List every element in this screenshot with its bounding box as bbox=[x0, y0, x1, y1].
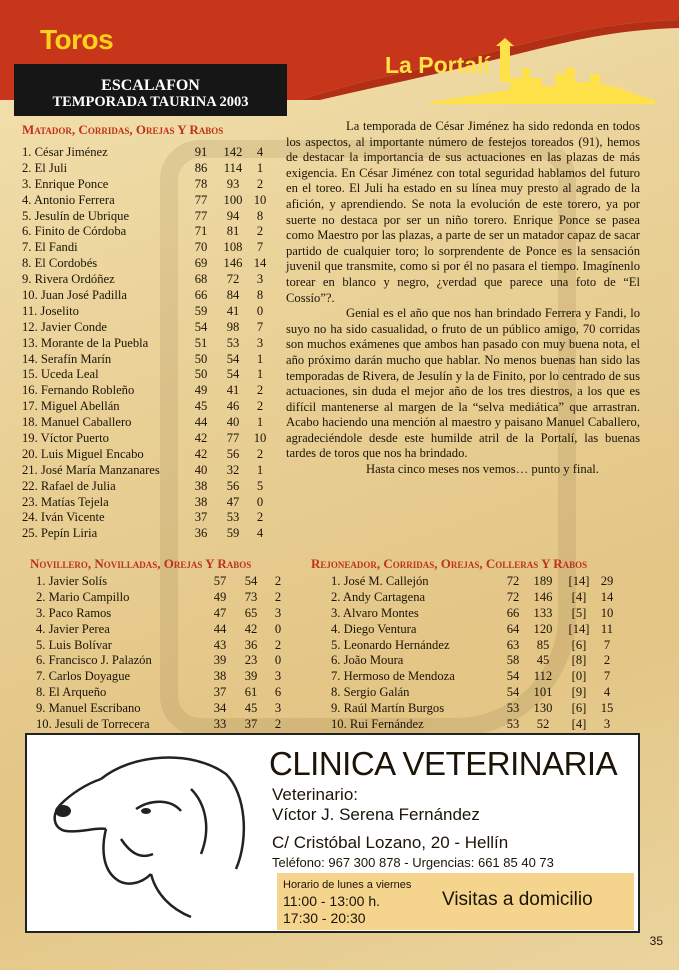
stat-cell: 52 bbox=[536, 717, 550, 732]
stat-cell: 130 bbox=[533, 701, 553, 716]
stat-cell: [6] bbox=[571, 701, 587, 716]
town-skyline-logo bbox=[430, 38, 655, 104]
stat-cell: [6] bbox=[571, 637, 587, 652]
table-row bbox=[22, 479, 272, 495]
stat-cell: 2 bbox=[256, 510, 264, 525]
stat-cell: 53 bbox=[506, 701, 520, 716]
stat-cell: 50 bbox=[194, 367, 208, 382]
table-row bbox=[36, 653, 296, 669]
table-row bbox=[22, 256, 272, 272]
name-cell: 6. João Moura bbox=[331, 653, 404, 668]
stat-cell: 3 bbox=[256, 335, 264, 350]
name-cell: 10. Jesuli de Torrecera bbox=[36, 717, 150, 732]
stat-cell: 56 bbox=[226, 446, 240, 461]
name-cell: 5. Luis Bolívar bbox=[36, 637, 112, 652]
name-cell: 1. Javier Solís bbox=[36, 574, 108, 588]
name-cell: 8. Sergio Galán bbox=[331, 685, 410, 700]
stat-cell: [5] bbox=[571, 605, 587, 620]
name-cell: 3. Paco Ramos bbox=[36, 605, 112, 620]
stat-cell: 40 bbox=[226, 415, 240, 430]
article-text bbox=[286, 119, 640, 478]
stat-cell: 47 bbox=[226, 494, 240, 509]
name-cell: 6. Finito de Córdoba bbox=[22, 224, 127, 239]
novilleros-section-title: Novillero, Novilladas, Orejas Y Rabos bbox=[30, 556, 252, 571]
stat-cell: 59 bbox=[226, 526, 240, 541]
stat-cell: 86 bbox=[194, 160, 208, 175]
stat-cell: 77 bbox=[194, 192, 208, 207]
stat-cell: 0 bbox=[256, 303, 264, 318]
stat-cell: 10 bbox=[253, 192, 267, 207]
stat-cell: 133 bbox=[533, 605, 553, 620]
stat-cell: 72 bbox=[506, 574, 520, 588]
stat-cell: 1 bbox=[256, 367, 264, 382]
hours-box bbox=[277, 873, 634, 930]
table-row bbox=[36, 590, 296, 606]
stat-cell: 56 bbox=[226, 478, 240, 493]
stat-cell: 44 bbox=[194, 415, 208, 430]
stat-cell: 44 bbox=[213, 621, 227, 636]
stat-cell: 0 bbox=[274, 653, 282, 668]
stat-cell: 63 bbox=[506, 637, 520, 652]
table-row bbox=[331, 574, 631, 590]
name-cell: 18. Manuel Caballero bbox=[22, 415, 132, 430]
name-cell: 2. Andy Cartagena bbox=[331, 589, 426, 604]
stat-cell: 49 bbox=[213, 589, 227, 604]
stat-cell: 59 bbox=[194, 303, 208, 318]
stat-cell: 84 bbox=[226, 288, 240, 303]
stat-cell: 0 bbox=[274, 621, 282, 636]
stat-cell: 33 bbox=[213, 717, 227, 732]
name-cell: 7. El Fandi bbox=[22, 240, 78, 255]
stat-cell: 66 bbox=[506, 605, 520, 620]
stat-cell: 58 bbox=[506, 653, 520, 668]
stat-cell: 146 bbox=[223, 256, 243, 271]
stat-cell: 50 bbox=[194, 351, 208, 366]
stat-cell: 4 bbox=[256, 526, 264, 541]
stat-cell: 65 bbox=[244, 605, 258, 620]
stat-cell: [8] bbox=[571, 653, 587, 668]
stat-cell: 37 bbox=[213, 685, 227, 700]
table-row bbox=[331, 606, 631, 622]
stat-cell: 78 bbox=[194, 176, 208, 191]
stat-cell: 61 bbox=[244, 685, 258, 700]
matadores-table bbox=[22, 145, 272, 542]
name-cell: 19. Víctor Puerto bbox=[22, 431, 109, 446]
page-number: 35 bbox=[649, 934, 663, 948]
clinic-phones: Teléfono: 967 300 878 - Urgencias: 661 85 40 73 bbox=[272, 855, 554, 870]
stat-cell: 64 bbox=[506, 621, 520, 636]
stat-cell: 2 bbox=[256, 383, 264, 398]
stat-cell: 37 bbox=[244, 717, 258, 732]
stat-cell: 1 bbox=[256, 351, 264, 366]
table-row bbox=[22, 415, 272, 431]
table-row bbox=[36, 717, 296, 733]
stat-cell: 54 bbox=[506, 685, 520, 700]
name-cell: 22. Rafael de Julia bbox=[22, 478, 116, 493]
article-paragraph: La temporada de César Jiménez ha sido redonda en todos los aspectos, al importante número de festejos toreados (91), hemos de destacar la importancia de sus actuaciones en las plazas de más exigencia. En César Jiménez con total seguridad hablamos del futuro en el toreo. El Juli ha estado en su línea muy presto al agrado de la afición, y aprendiendo. Se nota la evolución de este torero, ya por suerte no destaca por ser un niño torero. Enrique Ponce se pasea como Maestro por las plazas, a parte de ser un matador capaz de sacar partido de cualquier toro; lo sorprendente de Ponce es la sensación juvenil que transmite, como si por él no pasara el tiempo. Imagínenlo torear en blanco y negro, ¿verdad que parece una foto de “El Cossío”?. bbox=[286, 119, 640, 305]
stat-cell: 39 bbox=[213, 653, 227, 668]
stat-cell: 2 bbox=[274, 589, 282, 604]
table-row bbox=[331, 701, 631, 717]
escalafon-line-1: ESCALAFON bbox=[101, 77, 200, 94]
article-paragraph: Hasta cinco meses nos vemos… punto y final. bbox=[366, 462, 599, 477]
stat-cell: 69 bbox=[194, 256, 208, 271]
stat-cell: 47 bbox=[213, 605, 227, 620]
stat-cell: 98 bbox=[226, 319, 240, 334]
stat-cell: 120 bbox=[533, 621, 553, 636]
table-row bbox=[22, 177, 272, 193]
table-row bbox=[36, 638, 296, 654]
table-row bbox=[22, 240, 272, 256]
hours-morning: 11:00 - 13:00 h. bbox=[283, 893, 381, 909]
stat-cell: 71 bbox=[194, 224, 208, 239]
name-cell: 4. Javier Perea bbox=[36, 621, 110, 636]
section-title: Toros bbox=[40, 24, 114, 55]
table-row bbox=[331, 590, 631, 606]
clinic-address: C/ Cristóbal Lozano, 20 - Hellín bbox=[272, 833, 509, 852]
name-cell: 8. El Cordobés bbox=[22, 256, 98, 271]
stat-cell: 146 bbox=[533, 589, 553, 604]
name-cell: 9. Raúl Martín Burgos bbox=[331, 701, 445, 716]
table-row bbox=[36, 701, 296, 717]
stat-cell: 45 bbox=[194, 399, 208, 414]
stat-cell: 29 bbox=[600, 574, 614, 588]
stat-cell: 10 bbox=[600, 605, 614, 620]
stat-cell: 3 bbox=[603, 717, 611, 732]
stat-cell: 38 bbox=[213, 669, 227, 684]
name-cell: 2. Mario Campillo bbox=[36, 589, 130, 604]
hours-label: Horario de lunes a viernes bbox=[283, 879, 412, 891]
stat-cell: 45 bbox=[244, 701, 258, 716]
stat-cell: [4] bbox=[571, 589, 587, 604]
stat-cell: 77 bbox=[226, 431, 240, 446]
stat-cell: 3 bbox=[274, 701, 282, 716]
name-cell: 23. Matías Tejela bbox=[22, 494, 109, 509]
table-row bbox=[22, 224, 272, 240]
escalafon-line-2: TEMPORADA TAURINA 2003 bbox=[52, 94, 249, 110]
stat-cell: 108 bbox=[223, 240, 243, 255]
table-row bbox=[331, 638, 631, 654]
name-cell: 12. Javier Conde bbox=[22, 319, 107, 334]
stat-cell: 7 bbox=[256, 240, 264, 255]
stat-cell: [0] bbox=[571, 669, 587, 684]
matadores-section-title: Matador, Corridas, Orejas Y Rabos bbox=[22, 122, 224, 137]
name-cell: 10. Juan José Padilla bbox=[22, 288, 127, 303]
stat-cell: 37 bbox=[194, 510, 208, 525]
stat-cell: 40 bbox=[194, 462, 208, 477]
name-cell: 24. Iván Vicente bbox=[22, 510, 105, 525]
name-cell: 15. Uceda Leal bbox=[22, 367, 99, 382]
table-row bbox=[22, 495, 272, 511]
table-row bbox=[22, 145, 272, 161]
stat-cell: 34 bbox=[213, 701, 227, 716]
rejoneadores-section-title: Rejoneador, Corridas, Orejas, Colleras Y Rabos bbox=[311, 556, 588, 571]
vet-clinic-ad bbox=[25, 733, 640, 933]
name-cell: 5. Leonardo Hernández bbox=[331, 637, 450, 652]
escalafon-heading-box bbox=[14, 64, 287, 116]
clinic-title: CLINICA VETERINARIA bbox=[269, 745, 618, 782]
stat-cell: 2 bbox=[256, 399, 264, 414]
table-row bbox=[36, 574, 296, 590]
stat-cell: 41 bbox=[226, 303, 240, 318]
stat-cell: 0 bbox=[256, 494, 264, 509]
table-row bbox=[22, 463, 272, 479]
stat-cell: 49 bbox=[194, 383, 208, 398]
table-row bbox=[22, 383, 272, 399]
stat-cell: 112 bbox=[533, 669, 553, 684]
stat-cell: 72 bbox=[506, 589, 520, 604]
name-cell: 1. César Jiménez bbox=[22, 145, 108, 159]
rejoneadores-table bbox=[331, 574, 631, 733]
hours-afternoon: 17:30 - 20:30 bbox=[283, 910, 366, 926]
name-cell: 2. El Juli bbox=[22, 160, 68, 175]
stat-cell: 68 bbox=[194, 272, 208, 287]
name-cell: 6. Francisco J. Palazón bbox=[36, 653, 152, 668]
table-row bbox=[36, 622, 296, 638]
stat-cell: 1 bbox=[256, 462, 264, 477]
name-cell: 14. Serafín Marín bbox=[22, 351, 112, 366]
stat-cell: 2 bbox=[256, 446, 264, 461]
name-cell: 1. José M. Callejón bbox=[331, 574, 429, 588]
name-cell: 13. Morante de la Puebla bbox=[22, 335, 149, 350]
stat-cell: 3 bbox=[274, 605, 282, 620]
stat-cell: [4] bbox=[571, 717, 587, 732]
name-cell: 3. Alvaro Montes bbox=[331, 605, 419, 620]
table-row bbox=[22, 336, 272, 352]
name-cell: 9. Rivera Ordóñez bbox=[22, 272, 115, 287]
stat-cell: 38 bbox=[194, 478, 208, 493]
stat-cell: 14 bbox=[600, 589, 614, 604]
stat-cell: 101 bbox=[533, 685, 553, 700]
table-row bbox=[22, 320, 272, 336]
stat-cell: 2 bbox=[256, 176, 264, 191]
stat-cell: 100 bbox=[223, 192, 243, 207]
stat-cell: 81 bbox=[226, 224, 240, 239]
vet-label: Veterinario: bbox=[272, 785, 358, 804]
name-cell: 4. Antonio Ferrera bbox=[22, 192, 115, 207]
stat-cell: 72 bbox=[226, 272, 240, 287]
stat-cell: 23 bbox=[244, 653, 258, 668]
name-cell: 16. Fernando Robleño bbox=[22, 383, 135, 398]
table-row bbox=[22, 367, 272, 383]
stat-cell: 66 bbox=[194, 288, 208, 303]
stat-cell: 6 bbox=[274, 685, 282, 700]
stat-cell: 3 bbox=[274, 669, 282, 684]
stat-cell: 3 bbox=[256, 272, 264, 287]
stat-cell: 189 bbox=[533, 574, 553, 588]
name-cell: 7. Carlos Doyague bbox=[36, 669, 131, 684]
stat-cell: 45 bbox=[536, 653, 550, 668]
home-visits: Visitas a domicilio bbox=[442, 889, 593, 910]
brand-logo-text: La Portalí bbox=[385, 52, 490, 78]
vet-name: Víctor J. Serena Fernández bbox=[272, 805, 480, 824]
table-row bbox=[22, 399, 272, 415]
table-row bbox=[22, 431, 272, 447]
name-cell: 25. Pepín Liria bbox=[22, 526, 98, 541]
stat-cell: 54 bbox=[226, 367, 240, 382]
stat-cell: 2 bbox=[274, 574, 282, 588]
table-row bbox=[22, 304, 272, 320]
stat-cell: 46 bbox=[226, 399, 240, 414]
table-row bbox=[22, 447, 272, 463]
stat-cell: 91 bbox=[194, 145, 208, 159]
stat-cell: 5 bbox=[256, 478, 264, 493]
stat-cell: 7 bbox=[603, 637, 611, 652]
table-row bbox=[331, 622, 631, 638]
stat-cell: 10 bbox=[253, 431, 267, 446]
table-row bbox=[22, 510, 272, 526]
name-cell: 4. Diego Ventura bbox=[331, 621, 417, 636]
table-row bbox=[331, 653, 631, 669]
stat-cell: [14] bbox=[568, 621, 590, 636]
table-row bbox=[36, 685, 296, 701]
table-row bbox=[36, 669, 296, 685]
stat-cell: 2 bbox=[603, 653, 611, 668]
stat-cell: 14 bbox=[253, 256, 267, 271]
stat-cell: 57 bbox=[213, 574, 227, 588]
stat-cell: 39 bbox=[244, 669, 258, 684]
stat-cell: [14] bbox=[568, 574, 590, 588]
stat-cell: 53 bbox=[226, 510, 240, 525]
stat-cell: 54 bbox=[226, 351, 240, 366]
name-cell: 10. Rui Fernández bbox=[331, 717, 424, 732]
stat-cell: 70 bbox=[194, 240, 208, 255]
table-row bbox=[22, 209, 272, 225]
stat-cell: 93 bbox=[226, 176, 240, 191]
stat-cell: 142 bbox=[223, 145, 243, 159]
name-cell: 11. Joselito bbox=[22, 303, 79, 318]
stat-cell: 8 bbox=[256, 208, 264, 223]
stat-cell: 36 bbox=[244, 637, 258, 652]
stat-cell: 42 bbox=[244, 621, 258, 636]
name-cell: 17. Miguel Abellán bbox=[22, 399, 120, 414]
novilleros-table bbox=[36, 574, 296, 733]
stat-cell: 11 bbox=[600, 621, 614, 636]
name-cell: 3. Enrique Ponce bbox=[22, 176, 109, 191]
stat-cell: 4 bbox=[256, 145, 264, 159]
stat-cell: 42 bbox=[194, 446, 208, 461]
stat-cell: [9] bbox=[571, 685, 587, 700]
name-cell: 21. José María Manzanares bbox=[22, 462, 160, 477]
name-cell: 5. Jesulín de Ubrique bbox=[22, 208, 130, 223]
stat-cell: 38 bbox=[194, 494, 208, 509]
stat-cell: 2 bbox=[274, 717, 282, 732]
stat-cell: 77 bbox=[194, 208, 208, 223]
name-cell: 20. Luis Miguel Encabo bbox=[22, 446, 144, 461]
stat-cell: 94 bbox=[226, 208, 240, 223]
stat-cell: 1 bbox=[256, 415, 264, 430]
stat-cell: 32 bbox=[226, 462, 240, 477]
table-row bbox=[22, 352, 272, 368]
stat-cell: 15 bbox=[600, 701, 614, 716]
table-row bbox=[22, 193, 272, 209]
stat-cell: 1 bbox=[256, 160, 264, 175]
table-row bbox=[22, 272, 272, 288]
stat-cell: 7 bbox=[603, 669, 611, 684]
stat-cell: 2 bbox=[256, 224, 264, 239]
stat-cell: 51 bbox=[194, 335, 208, 350]
table-row bbox=[331, 717, 631, 733]
stat-cell: 42 bbox=[194, 431, 208, 446]
article-paragraph: Genial es el año que nos han brindado Ferrera y Fandi, lo suyo no ha sido casualidad, o fruto de un público amigo, 70 corridas son muchos exámenes que ambos han pasado con muy buena nota, el año próximo darán mucho que hablar. No menos buenas han sido las temporadas de Rivera, de Jesulín y la de Finito, por lo centrado de sus actuaciones, sin duda el mejor año de los tres diestros, a los que es difícil mantenerse al margen de la “selva mediática” que arrastran. Acabo haciendo una mención al maestro y paisano Manuel Caballero, agradeciéndole desde este humilde atril de la Portalí, las buenas tardes de toros que nos ha brindado. bbox=[286, 306, 640, 461]
name-cell: 7. Hermoso de Mendoza bbox=[331, 669, 455, 684]
stat-cell: 7 bbox=[256, 319, 264, 334]
stat-cell: 53 bbox=[226, 335, 240, 350]
stat-cell: 54 bbox=[506, 669, 520, 684]
stat-cell: 53 bbox=[506, 717, 520, 732]
name-cell: 9. Manuel Escribano bbox=[36, 701, 141, 716]
table-row bbox=[22, 161, 272, 177]
table-row bbox=[36, 606, 296, 622]
stat-cell: 54 bbox=[244, 574, 258, 588]
table-row bbox=[331, 669, 631, 685]
stat-cell: 8 bbox=[256, 288, 264, 303]
stat-cell: 41 bbox=[226, 383, 240, 398]
stat-cell: 73 bbox=[244, 589, 258, 604]
stat-cell: 2 bbox=[274, 637, 282, 652]
table-row bbox=[331, 685, 631, 701]
stat-cell: 4 bbox=[603, 685, 611, 700]
table-row bbox=[22, 288, 272, 304]
table-row bbox=[22, 526, 272, 542]
name-cell: 8. El Arqueño bbox=[36, 685, 107, 700]
stat-cell: 85 bbox=[536, 637, 550, 652]
stat-cell: 54 bbox=[194, 319, 208, 334]
stat-cell: 36 bbox=[194, 526, 208, 541]
stat-cell: 114 bbox=[223, 160, 243, 175]
stat-cell: 43 bbox=[213, 637, 227, 652]
dog-illustration bbox=[41, 749, 251, 924]
